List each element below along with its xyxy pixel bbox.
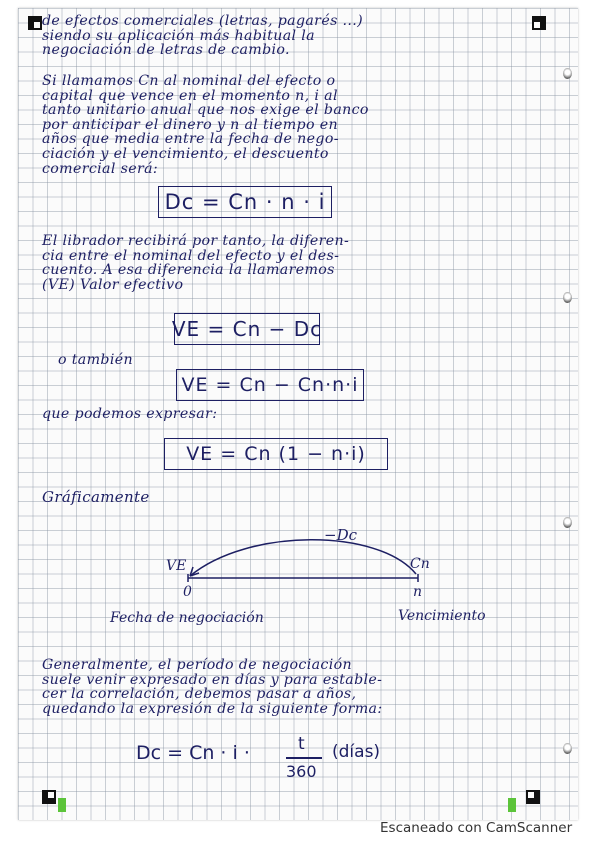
text-line: cer la correlación, debemos pasar a años,	[42, 686, 357, 703]
text-line: siendo su aplicación más habitual la	[42, 27, 315, 44]
text-line: o también	[58, 352, 133, 368]
binder-hole	[563, 743, 572, 754]
caption-fecha-negociacion: Fecha de negociación	[110, 610, 264, 626]
scan-corner-accent	[58, 798, 66, 812]
text-line: Generalmente, el período de negociación	[42, 657, 352, 673]
caption-vencimiento: Vencimiento	[398, 608, 486, 624]
text-line: quedando la expresión de la siguiente forma:	[42, 700, 383, 717]
formula-ve-expanded: VE = Cn − Cn·n·i	[176, 369, 364, 401]
text-line: Gráficamente	[42, 488, 150, 506]
formula-lhs: Dc = Cn · i ·	[136, 742, 250, 764]
text-line: por anticipar el dinero y n al tiempo en	[42, 116, 338, 133]
text-line: negociación de letras de cambio.	[42, 42, 290, 59]
ve-label: VE	[166, 558, 187, 574]
text-line: Si llamamos Cn al nominal del efecto o	[42, 73, 336, 89]
formula-denominator: 360	[286, 762, 317, 781]
formula-ve-basic: VE = Cn − Dc	[174, 313, 320, 345]
arc-label: −Dc	[324, 526, 357, 544]
paragraph-periodo	[42, 658, 572, 716]
text-line: tanto unitario anual que nos exige el banco	[42, 102, 369, 119]
scan-corner-marker	[526, 790, 540, 804]
scan-corner-marker	[42, 790, 56, 804]
notebook-page	[18, 8, 578, 820]
fraction-bar	[286, 757, 322, 759]
discount-arc	[190, 540, 416, 576]
cn-label: Cn	[410, 556, 430, 572]
formula-numerator: t	[298, 734, 305, 754]
text-line: comercial será:	[42, 160, 159, 177]
text-line: capital que vence en el momento n, i al	[42, 87, 338, 104]
text-line: El librador recibirá por tanto, la diferen-	[42, 233, 350, 249]
tick-n-label: n	[413, 584, 423, 600]
text-line: cuento. A esa diferencia la llamaremos	[42, 262, 335, 279]
scan-corner-accent	[508, 798, 516, 812]
text-line: años que media entre la fecha de nego-	[42, 131, 339, 148]
scanner-watermark: Escaneado con CamScanner	[380, 820, 573, 836]
text-line: de efectos comerciales (letras, pagarés ...)	[42, 13, 364, 29]
text-line: (VE) Valor efectivo	[42, 276, 184, 293]
text-line: que podemos expresar:	[42, 406, 218, 422]
text-line: suele venir expresado en días y para estable-	[42, 671, 383, 688]
formula-descuento-comercial: Dc = Cn · n · i	[158, 186, 332, 218]
text-line: ciación y el vencimiento, el descuento	[42, 145, 329, 162]
formula-ve-factored: VE = Cn (1 − n·i)	[164, 438, 388, 470]
timeline-diagram	[18, 8, 578, 648]
tick-zero-label: 0	[183, 584, 192, 600]
formula-suffix: (días)	[332, 742, 381, 762]
text-line: cia entre el nominal del efecto y el des-	[42, 247, 340, 264]
formula-descuento-dias	[136, 730, 416, 790]
